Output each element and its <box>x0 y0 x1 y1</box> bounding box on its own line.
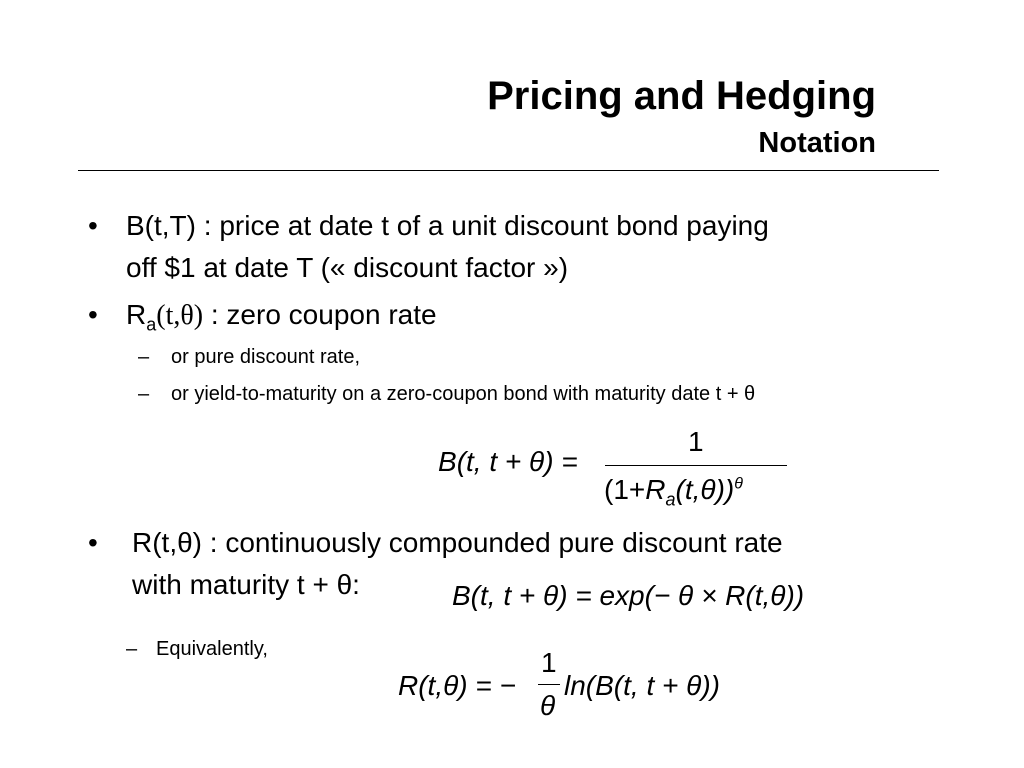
bullet-line: B(t,T) : price at date t of a unit discount bond paying <box>126 210 769 241</box>
bullet-marker: • <box>88 527 98 558</box>
bullet-line: R(t,θ) : continuously compounded pure discount rate <box>132 527 783 558</box>
bullet-marker: • <box>88 210 98 241</box>
eq3-denominator: θ <box>540 690 556 721</box>
rate-description: : zero coupon rate <box>203 299 437 330</box>
eq3-rhs: ln(B(t, t + θ)) <box>564 670 720 701</box>
subbullet-text: or yield-to-maturity on a zero-coupon bond with maturity date t + θ <box>171 383 756 405</box>
subbullet-marker: – <box>138 383 150 405</box>
bullet-text <box>126 294 936 337</box>
slide-subtitle: Notation <box>758 127 876 159</box>
bullet-line: off $1 at date T (« discount factor ») <box>126 252 569 283</box>
subbullet-text: Equivalently, <box>156 638 268 660</box>
eq1-den-open: (1+ <box>604 474 646 505</box>
subbullet-marker: – <box>138 346 150 368</box>
title-divider <box>78 170 939 171</box>
bullet-marker: • <box>88 299 98 330</box>
eq3-lhs: R(t,θ) = − <box>398 670 516 701</box>
eq1-fraction-bar <box>605 465 787 466</box>
eq1-lhs-args: (t, t + θ) = <box>456 446 578 477</box>
rate-subscript: a <box>146 314 157 335</box>
rate-symbol: R <box>126 299 147 330</box>
eq1-lhs <box>438 446 578 478</box>
eq1-den-args: (t,θ)) <box>675 474 735 505</box>
eq1-denominator <box>604 474 743 510</box>
eq1-den-subscript: a <box>665 489 676 510</box>
rate-args: (t,θ) <box>156 300 204 331</box>
eq1-den-rate: R <box>645 474 666 505</box>
bullet-line: with maturity t + θ: <box>132 569 360 600</box>
slide-title: Pricing and Hedging <box>487 74 876 118</box>
subbullet-text: or pure discount rate, <box>171 346 360 368</box>
eq1-lhs-symbol: B <box>438 446 457 477</box>
eq3-fraction-bar <box>538 684 560 685</box>
eq1-den-exponent: θ <box>734 475 743 493</box>
equation-exp-form: B(t, t + θ) = exp(− θ × R(t,θ)) <box>452 580 805 611</box>
eq1-numerator: 1 <box>688 426 704 457</box>
subbullet-marker: – <box>126 638 138 660</box>
bullet-text <box>126 205 936 289</box>
eq3-numerator: 1 <box>541 647 557 678</box>
